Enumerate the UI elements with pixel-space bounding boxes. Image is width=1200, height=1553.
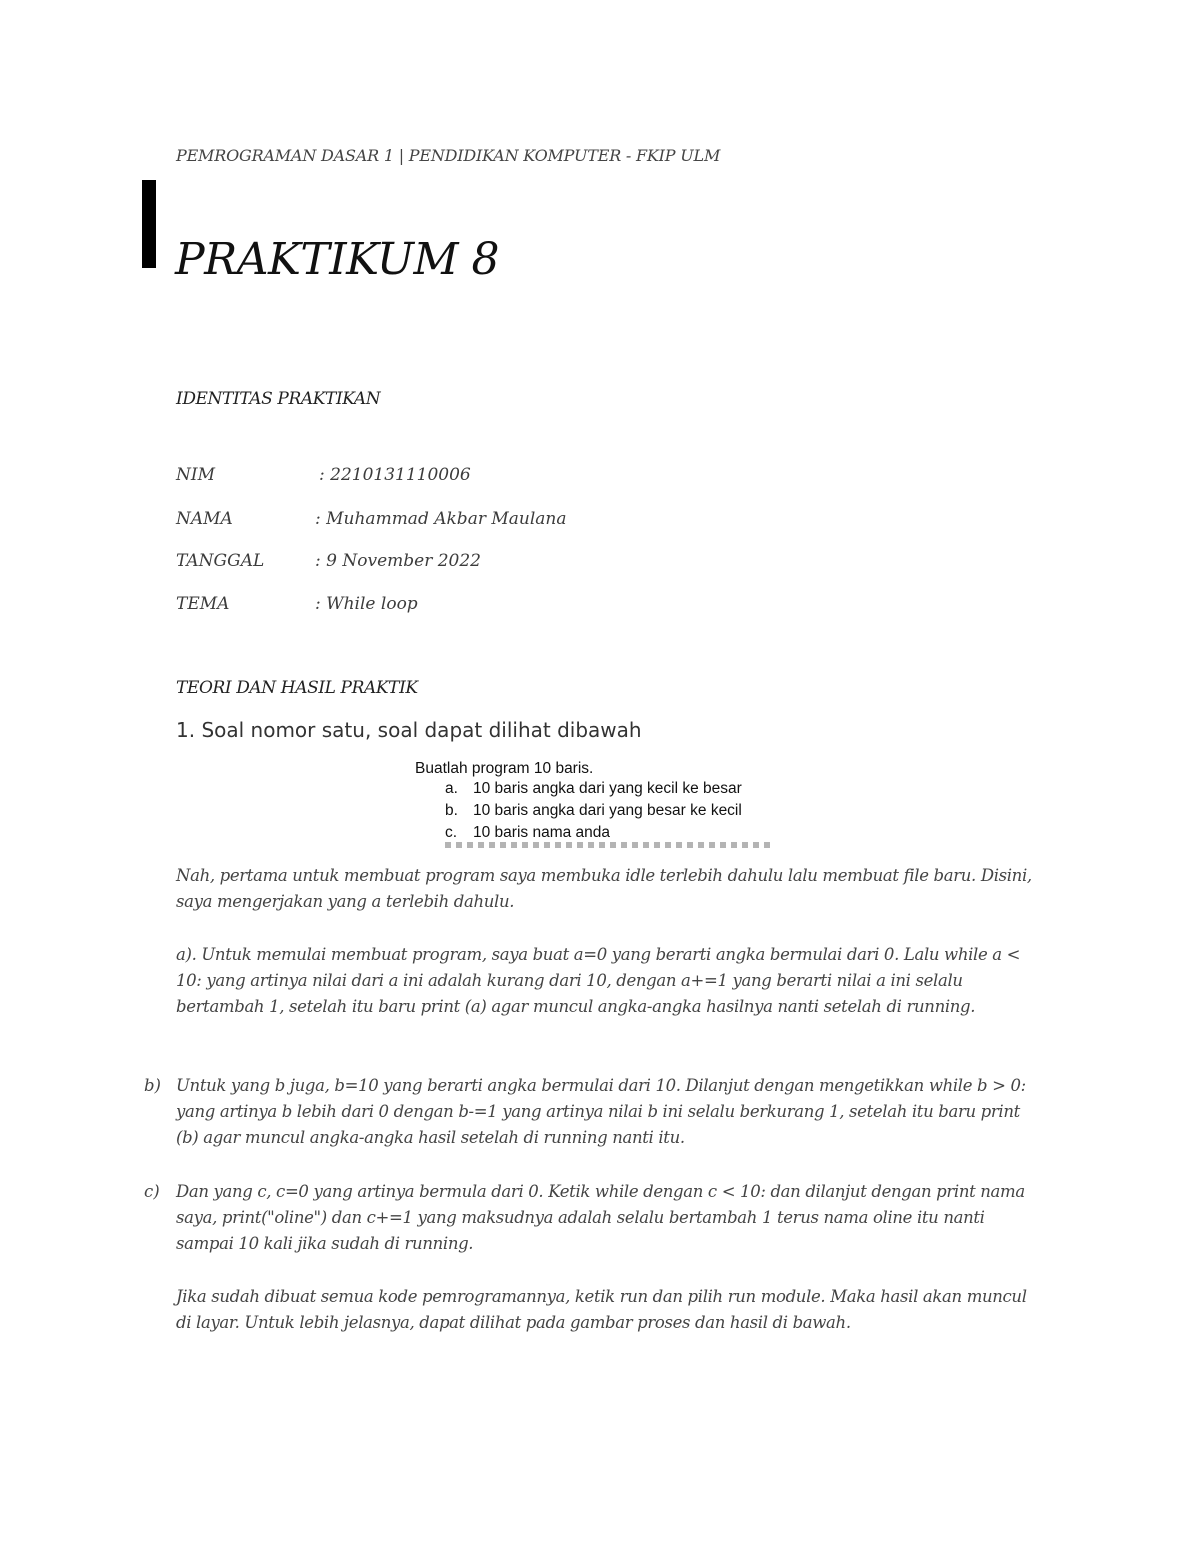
nama-label: NAMA (176, 509, 233, 529)
page-title: PRAKTIKUM 8 (175, 234, 500, 285)
paragraph-b: Untuk yang b juga, b=10 yang berarti angka bermulai dari 10. Dilanjut dengan mengetikkan while b > 0: yang artinya b lebih dari 0 dengan b-=1 yang artinya nilai b ini selalu berkurang 1, setelah itu baru print (b) agar muncul angka-angka hasil setelah di running nanti itu. (176, 1076, 1026, 1147)
tanggal-value: : 9 November 2022 (315, 551, 481, 571)
paragraph-intro: Nah, pertama untuk membuat program saya membuka idle terlebih dahulu lalu membuat file baru. Disini, saya mengerjakan yang a terlebih dahulu. (176, 866, 1032, 911)
paragraph-a: a). Untuk memulai membuat program, saya buat a=0 yang berarti angka bermulai dari 0. Lalu while a < 10: yang artinya nilai dari a ini adalah kurang dari 10, dengan a+=1 yang berarti nilai a ini selalu bertambah 1, setelah itu baru print (a) agar muncul angka-angka hasilnya nanti setelah di running. (176, 945, 1021, 1016)
identity-heading: IDENTITAS PRAKTIKAN (176, 389, 381, 409)
task-item-text: 10 baris nama anda (473, 824, 611, 841)
nim-value: : 2210131110006 (319, 465, 471, 485)
task-screenshot (412, 756, 792, 848)
title-accent-bar (142, 180, 156, 268)
nama-value: : Muhammad Akbar Maulana (315, 509, 567, 529)
cropped-line-fragment (445, 842, 775, 848)
paragraph-c: Dan yang c, c=0 yang artinya bermula dari 0. Ketik while dengan c < 10: dan dilanjut dengan print nama saya, print("oline") dan c+=1 yang maksudnya adalah selalu bertambah 1 terus nama oline itu nanti sampai 10 kali jika sudah di running. (176, 1182, 1025, 1253)
nim-label: NIM (176, 465, 215, 485)
theory-heading: TEORI DAN HASIL PRAKTIK (176, 678, 418, 698)
task-item-letter: b. (445, 802, 458, 819)
task-item (445, 802, 742, 820)
task-item-letter: a. (445, 780, 458, 797)
task-item-letter: c. (445, 824, 458, 841)
tanggal-label: TANGGAL (176, 551, 265, 571)
tema-value: : While loop (315, 594, 418, 614)
task-item-text: 10 baris angka dari yang kecil ke besar (473, 780, 742, 797)
running-head: PEMROGRAMAN DASAR 1 | PENDIDIKAN KOMPUTER - FKIP ULM (176, 146, 721, 165)
task-item-text: 10 baris angka dari yang besar ke kecil (473, 802, 742, 819)
list-marker-b: b) (144, 1076, 161, 1095)
tema-label: TEMA (176, 594, 230, 614)
task-item (445, 824, 610, 842)
list-marker-c: c) (144, 1182, 160, 1201)
task-item (445, 780, 742, 798)
task-title: Buatlah program 10 baris. (415, 760, 594, 777)
question-heading: 1. Soal nomor satu, soal dapat dilihat dibawah (176, 718, 642, 742)
paragraph-closing: Jika sudah dibuat semua kode pemrogramannya, ketik run dan pilih run module. Maka hasil akan muncul di layar. Untuk lebih jelasnya, dapat dilihat pada gambar proses dan hasil di bawah. (176, 1287, 1027, 1332)
